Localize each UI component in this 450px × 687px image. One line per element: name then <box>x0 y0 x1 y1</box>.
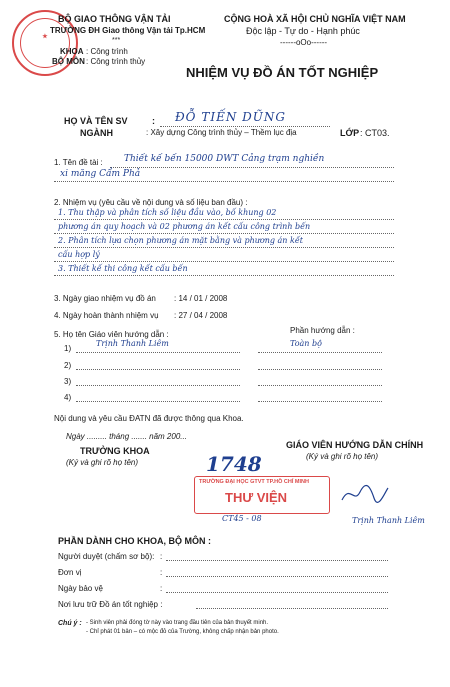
republic-name: CỘNG HOÀ XÃ HỘI CHỦ NGHĨA VIỆT NAM <box>224 14 406 24</box>
advisor-number-4: 4) <box>64 393 72 402</box>
task-line-2: phương án quy hoạch và 02 phương án kết cấu công trình bến <box>58 222 311 231</box>
khoa-value: : Công trình <box>86 47 128 56</box>
library-stamp <box>194 476 330 514</box>
unit-label: Đơn vị <box>58 568 82 577</box>
assign-date-value: : 14 / 01 / 2008 <box>174 294 228 303</box>
unit-colon: : <box>160 568 163 577</box>
advisor-number-2: 2) <box>64 361 72 370</box>
note-line-2: - Chỉ phát 01 bản – có mộc đỏ của Trường, không chấp nhận bản photo. <box>86 629 279 635</box>
reviewer-colon: : <box>160 552 163 561</box>
defense-date-label: Ngày bảo vệ <box>58 584 103 593</box>
complete-date-label: 4. Ngày hoàn thành nhiệm vụ <box>54 311 159 320</box>
note-label: Chú ý : <box>58 620 82 627</box>
date-line: Ngày ......... tháng ....... năm 200... <box>66 432 187 441</box>
assign-date-label: 3. Ngày giao nhiệm vụ đồ án <box>54 294 156 303</box>
national-motto: Độc lập - Tự do - Hạnh phúc <box>246 26 360 36</box>
university-round-stamp: ★ <box>12 10 78 76</box>
archive-label: Nơi lưu trữ Đồ án tốt nghiệp : <box>58 600 163 609</box>
student-name-value: ĐỖ TIẾN DŨNG <box>175 110 286 124</box>
library-stamp-main: THƯ VIỆN <box>225 490 288 505</box>
dean-sign-note: (Ký và ghi rõ họ tên) <box>66 458 139 467</box>
approval-text: Nội dung và yêu cầu ĐATN đã được thông qua Khoa. <box>54 414 244 423</box>
header-stars: *** <box>112 37 121 44</box>
khoa-label: KHOA <box>60 47 84 56</box>
advisor-sign-title: GIÁO VIÊN HƯỚNG DẪN CHÍNH <box>286 440 424 450</box>
complete-date-value: : 27 / 04 / 2008 <box>174 311 228 320</box>
handwritten-registry-number: 1748 <box>206 452 262 476</box>
faculty-section-heading: PHẦN DÀNH CHO KHOA, BỘ MÔN : <box>58 536 211 546</box>
advisor-part-1: Toàn bộ <box>290 339 322 348</box>
library-stamp-top: TRƯỜNG ĐẠI HỌC GTVT TP.HỒ CHÍ MINH <box>199 479 309 485</box>
ministry-name: BỘ GIAO THÔNG VẬN TẢI <box>58 14 171 24</box>
reviewer-label: Người duyệt (chấm sơ bộ): <box>58 552 155 561</box>
major-value: : Xây dựng Công trình thủy – Thềm lục địa <box>146 128 297 137</box>
library-code: CT45 - 08 <box>222 514 262 523</box>
university-name: TRƯỜNG ĐH Giao thông Vận tải Tp.HCM <box>50 26 206 35</box>
task-line-4: cấu hợp lý <box>58 250 100 259</box>
advisor-signature <box>340 482 390 506</box>
class-label: LỚP <box>340 128 360 138</box>
topic-line-2: xi măng Cẩm Phả <box>60 169 141 179</box>
header-ornament: ------oOo------ <box>280 38 328 47</box>
student-name-colon: : <box>152 116 155 126</box>
advisor-signature-name: Trịnh Thanh Liêm <box>352 516 425 525</box>
topic-line-1: Thiết kế bến 15000 DWT Cảng trạm nghiền <box>124 154 325 164</box>
advisor-name-1: Trịnh Thanh Liêm <box>96 339 169 348</box>
student-name-label: HỌ VÀ TÊN SV <box>64 116 128 126</box>
advisor-number-3: 3) <box>64 377 72 386</box>
dean-title: TRƯỞNG KHOA <box>80 446 150 456</box>
guidance-part-label: Phần hướng dẫn : <box>290 326 355 335</box>
note-line-1: - Sinh viên phải đóng tờ này vào trang đầu tiên của bản thuyết minh. <box>86 620 269 626</box>
defense-date-colon: : <box>160 584 163 593</box>
advisor-sign-note: (Ký và ghi rõ họ tên) <box>306 452 379 461</box>
advisor-label: 5. Họ tên Giáo viên hướng dẫn : <box>54 330 169 339</box>
bomon-value: : Công trình thủy <box>86 57 146 66</box>
document-title: NHIỆM VỤ ĐỒ ÁN TỐT NGHIỆP <box>186 65 379 80</box>
task-label: 2. Nhiệm vụ (yêu cầu về nội dung và số liệu ban đầu) : <box>54 198 248 207</box>
major-label: NGÀNH <box>80 128 113 138</box>
bomon-label: BỘ MÔN <box>52 57 85 66</box>
task-line-5: 3. Thiết kế thi công kết cấu bến <box>58 264 188 273</box>
class-value: : CT03. <box>360 128 390 138</box>
advisor-number-1: 1) <box>64 344 72 353</box>
task-line-3: 2. Phân tích lựa chọn phương án mặt bằng và phương án kết <box>58 236 303 245</box>
topic-label: 1. Tên đề tài : <box>54 158 103 167</box>
task-line-1: 1. Thu thập và phân tích số liệu đầu vào, bố khung 02 <box>58 208 277 217</box>
